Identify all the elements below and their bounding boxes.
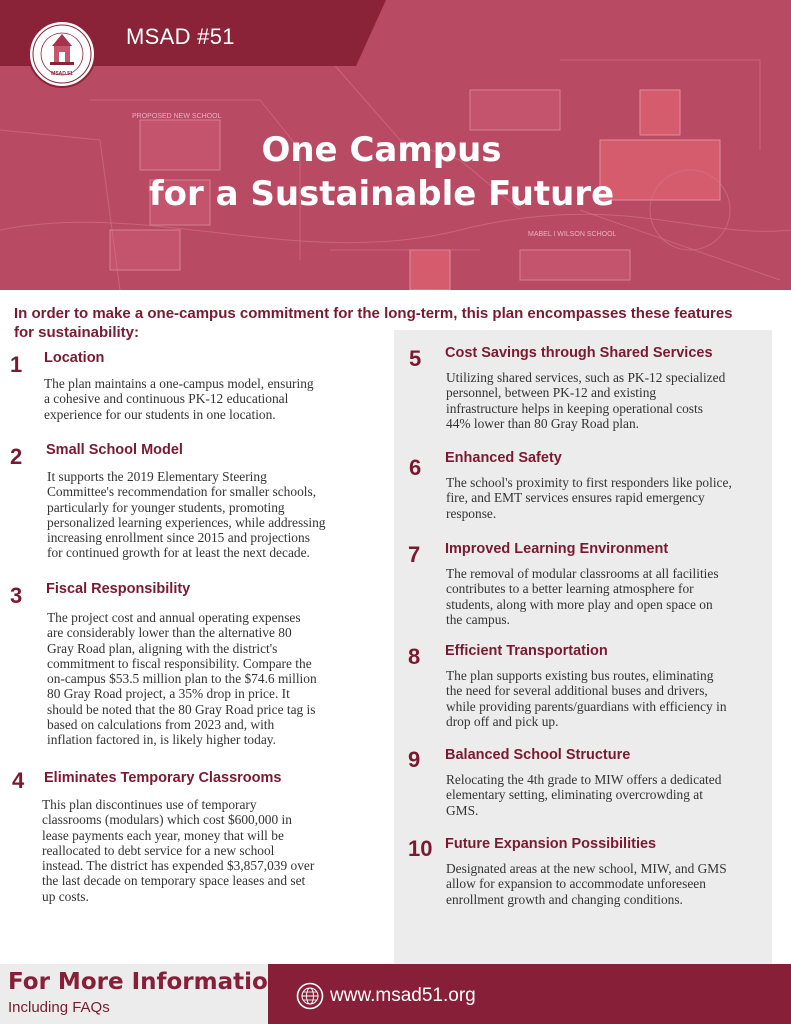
feature-number: 8 xyxy=(408,644,421,669)
feature-description xyxy=(47,469,326,561)
feature-title: Fiscal Responsibility xyxy=(46,581,191,597)
feature-description-line: a cohesive and continuous PK-12 educational xyxy=(44,391,289,407)
feature-title: Balanced School Structure xyxy=(445,747,631,763)
feature-description-line: It supports the 2019 Elementary Steering xyxy=(47,469,267,484)
feature-description-line: Gray Road plan, aligning with the district's xyxy=(47,640,278,656)
feature-description-line: classrooms (modulars) which cost $600,000 in xyxy=(42,812,292,828)
feature-description-line: The project cost and annual operating expenses xyxy=(47,610,301,625)
feature-description-line: based on calculations from 2023 and, with xyxy=(47,717,275,733)
feature-description-line: lease payments each year, money that will be xyxy=(42,827,284,843)
feature-description-line: Relocating the 4th grade to MIW offers a dedicated xyxy=(446,772,722,787)
feature-description xyxy=(446,370,725,431)
feature-description-line: inflation factored in, is likely higher today. xyxy=(47,732,276,748)
map-label-mabel: MABEL I WILSON SCHOOL xyxy=(528,231,617,238)
intro-text: In order to make a one-campus commitment for the long-term, this plan encompasses these features for sustainability: xyxy=(14,305,733,341)
feature-title: Efficient Transportation xyxy=(445,643,608,659)
page-title-line2: for a Sustainable Future xyxy=(148,174,615,214)
feature-description-line: personnel, between PK-12 and existing xyxy=(446,385,657,401)
feature-description-line: on-campus $53.5 million plan to the $74.6 million xyxy=(47,671,317,687)
website-link[interactable]: www.msad51.org xyxy=(330,985,476,1006)
district-seal-icon xyxy=(30,22,94,86)
feature-description-line: The plan maintains a one-campus model, ensuring xyxy=(44,376,314,391)
district-name: MSAD #51 xyxy=(126,24,235,49)
feature-description-line: the need for several additional buses and drivers, xyxy=(446,683,708,699)
feature-number: 1 xyxy=(10,352,23,377)
footer-title: For More Information xyxy=(8,969,285,995)
feature-description-line: The school's proximity to first responders like police, xyxy=(446,475,732,490)
feature-description-line: Utilizing shared services, such as PK-12 specialized xyxy=(446,370,726,385)
feature-description-line: the campus. xyxy=(446,611,510,627)
feature-description-line: personalized learning experiences, while addressing xyxy=(47,514,326,530)
feature-description-line: allow for expansion to accommodate unforeseen xyxy=(446,876,706,892)
feature-description-line: are considerably lower than the alternative 80 xyxy=(47,625,292,641)
feature-description xyxy=(42,797,314,904)
feature-title: Enhanced Safety xyxy=(445,450,562,466)
feature-description-line: experience for our students in one location. xyxy=(44,406,276,422)
district-logo[interactable] xyxy=(28,20,96,88)
feature-description-line: contributes to a better learning atmosphere for xyxy=(446,581,694,597)
feature-description-line: the last decade on temporary space leases and set xyxy=(42,873,306,889)
feature-number: 10 xyxy=(408,836,433,861)
feature-description-line: drop off and pick up. xyxy=(446,713,559,729)
feature-title: Improved Learning Environment xyxy=(445,541,669,557)
feature-description xyxy=(446,566,719,627)
map-label-proposed: PROPOSED NEW SCHOOL xyxy=(132,113,222,120)
feature-description xyxy=(446,772,721,818)
feature-description-line: for continued growth for at least the next decade. xyxy=(47,545,310,561)
feature-title: Location xyxy=(44,350,105,366)
feature-description-line: elementary setting, eliminating overcrowding at xyxy=(446,787,703,803)
feature-description-line: infrastructure helps in keeping operational costs xyxy=(446,400,703,416)
logo-bottom-text: MSAD 51 xyxy=(51,71,73,77)
feature-description-line: up costs. xyxy=(42,888,89,904)
feature-description-line: The removal of modular classrooms at all facilities xyxy=(446,566,719,581)
feature-description xyxy=(44,376,314,422)
feature-description-line: should be noted that the 80 Gray Road price tag is xyxy=(47,701,316,717)
feature-number: 3 xyxy=(10,583,23,608)
feature-description xyxy=(446,861,727,907)
globe-icon xyxy=(296,982,324,1010)
feature-description-line: reallocated to debt service for a new school xyxy=(42,842,275,858)
feature-description xyxy=(446,475,732,521)
feature-title: Small School Model xyxy=(46,442,183,458)
feature-title: Future Expansion Possibilities xyxy=(445,836,657,852)
feature-description-line: enrollment growth and changing conditions. xyxy=(446,891,683,907)
feature-title: Cost Savings through Shared Services xyxy=(445,345,713,361)
feature-description-line: response. xyxy=(446,505,497,521)
feature-description-line: commitment to fiscal responsibility. Compare the xyxy=(47,655,312,671)
feature-description-line: increasing enrollment since 2015 and projections xyxy=(47,530,310,546)
feature-description-line: The plan supports existing bus routes, eliminating xyxy=(446,668,714,683)
feature-description-line: GMS. xyxy=(446,802,479,818)
feature-number: 9 xyxy=(408,747,421,772)
feature-description-line: Designated areas at the new school, MIW, and GMS xyxy=(446,861,727,876)
footer-subtitle: Including FAQs xyxy=(8,999,110,1016)
feature-description-line: 44% lower than 80 Gray Road plan. xyxy=(446,415,640,431)
feature-description-line: instead. The district has expended $3,857,039 over xyxy=(42,858,315,874)
feature-number: 4 xyxy=(12,768,25,793)
feature-number: 6 xyxy=(409,455,422,480)
feature-description xyxy=(47,610,317,748)
feature-description-line: particularly for younger students, promoting xyxy=(47,499,285,515)
page-title-line1: One Campus xyxy=(261,130,502,170)
hero-banner xyxy=(0,0,791,290)
feature-number: 5 xyxy=(409,346,422,371)
feature-description xyxy=(446,668,727,729)
header-band xyxy=(0,0,791,66)
feature-number: 7 xyxy=(408,542,421,567)
feature-title: Eliminates Temporary Classrooms xyxy=(44,770,282,786)
feature-description-line: students, along with more play and open space on xyxy=(446,596,713,612)
feature-description-line: Committee's recommendation for smaller schools, xyxy=(47,484,317,500)
feature-description-line: 80 Gray Road project, a 35% drop in price. It xyxy=(47,686,290,702)
feature-description-line: This plan discontinues use of temporary xyxy=(42,797,257,812)
feature-description-line: fire, and EMT services ensures rapid emergency xyxy=(446,490,705,506)
feature-number: 2 xyxy=(10,444,23,469)
feature-description-line: while providing parents/guardians with efficiency in xyxy=(446,698,727,714)
